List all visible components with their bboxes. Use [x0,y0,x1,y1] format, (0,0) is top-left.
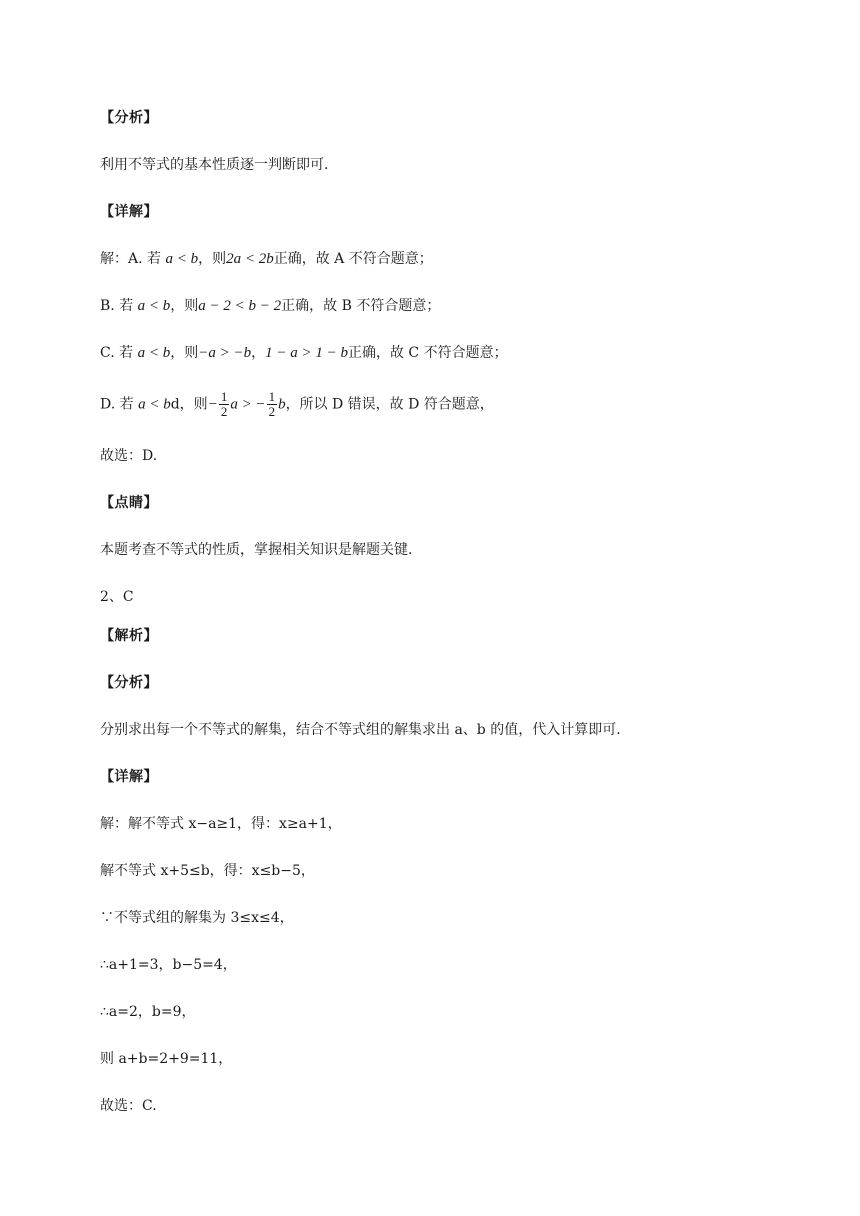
analysis-heading: 【分析】 [100,110,158,126]
fraction-half: $\frac{1}{2}$ [268,389,276,419]
step-line: 解不等式 x+5≤b，得：x≤b−5， [100,863,315,879]
math-expr: 1 − a > 1 − b [265,345,348,361]
step-line: ∴a=2，b=9， [100,1004,196,1020]
math-expr: a < b [137,345,171,361]
choice-line: 故选：D. [100,448,158,464]
analysis-text-2: 分别求出每一个不等式的解集，结合不等式组的解集求出 a、b 的值，代入计算即可. [100,722,621,738]
analysis-text: 利用不等式的基本性质逐一判断即可. [100,157,329,173]
solution-heading: 【解析】 [100,628,158,644]
step-line: ∵不等式组的解集为 3≤x≤4， [100,910,294,926]
detail-line-d: D. 若 a < bd，则− $\frac{1}{2}$ a > − $\frac{1}{2}$ b，所以 D 错误，故 D 符合题意， [100,389,494,419]
math-expr: a < b [137,298,171,314]
analysis-heading-2: 【分析】 [100,675,158,691]
detail-line-c: C. 若 a < b，则−a > −b，1 − a > 1 − b正确，故 C 不符合题意； [100,345,508,361]
math-expr: a − 2 < b − 2 [198,298,282,314]
math-expr: a < b [165,251,199,267]
choice-line-2: 故选：C. [100,1098,157,1114]
detail-heading-2: 【详解】 [100,769,158,785]
step-line: ∴a+1=3，b−5=4， [100,957,237,973]
math-expr: a < b [138,396,171,413]
detail-line-a: 解：A. 若 a < b，则2a < 2b正确，故 A 不符合题意； [100,251,433,267]
math-expr: 2a < 2b [226,251,274,267]
math-expr: −a > −b [198,345,252,361]
step-line: 则 a+b=2+9=11， [100,1051,233,1067]
comment-heading: 【点睛】 [100,495,158,511]
detail-heading: 【详解】 [100,204,158,220]
fraction-half: $\frac{1}{2}$ [220,389,228,419]
answer-line: 2、C [100,589,134,605]
comment-text: 本题考查不等式的性质，掌握相关知识是解题关键. [100,542,413,558]
detail-line-b: B. 若 a < b，则a − 2 < b − 2正确，故 B 不符合题意； [100,298,441,314]
step-line: 解：解不等式 x−a≥1，得：x≥a+1， [100,816,342,832]
